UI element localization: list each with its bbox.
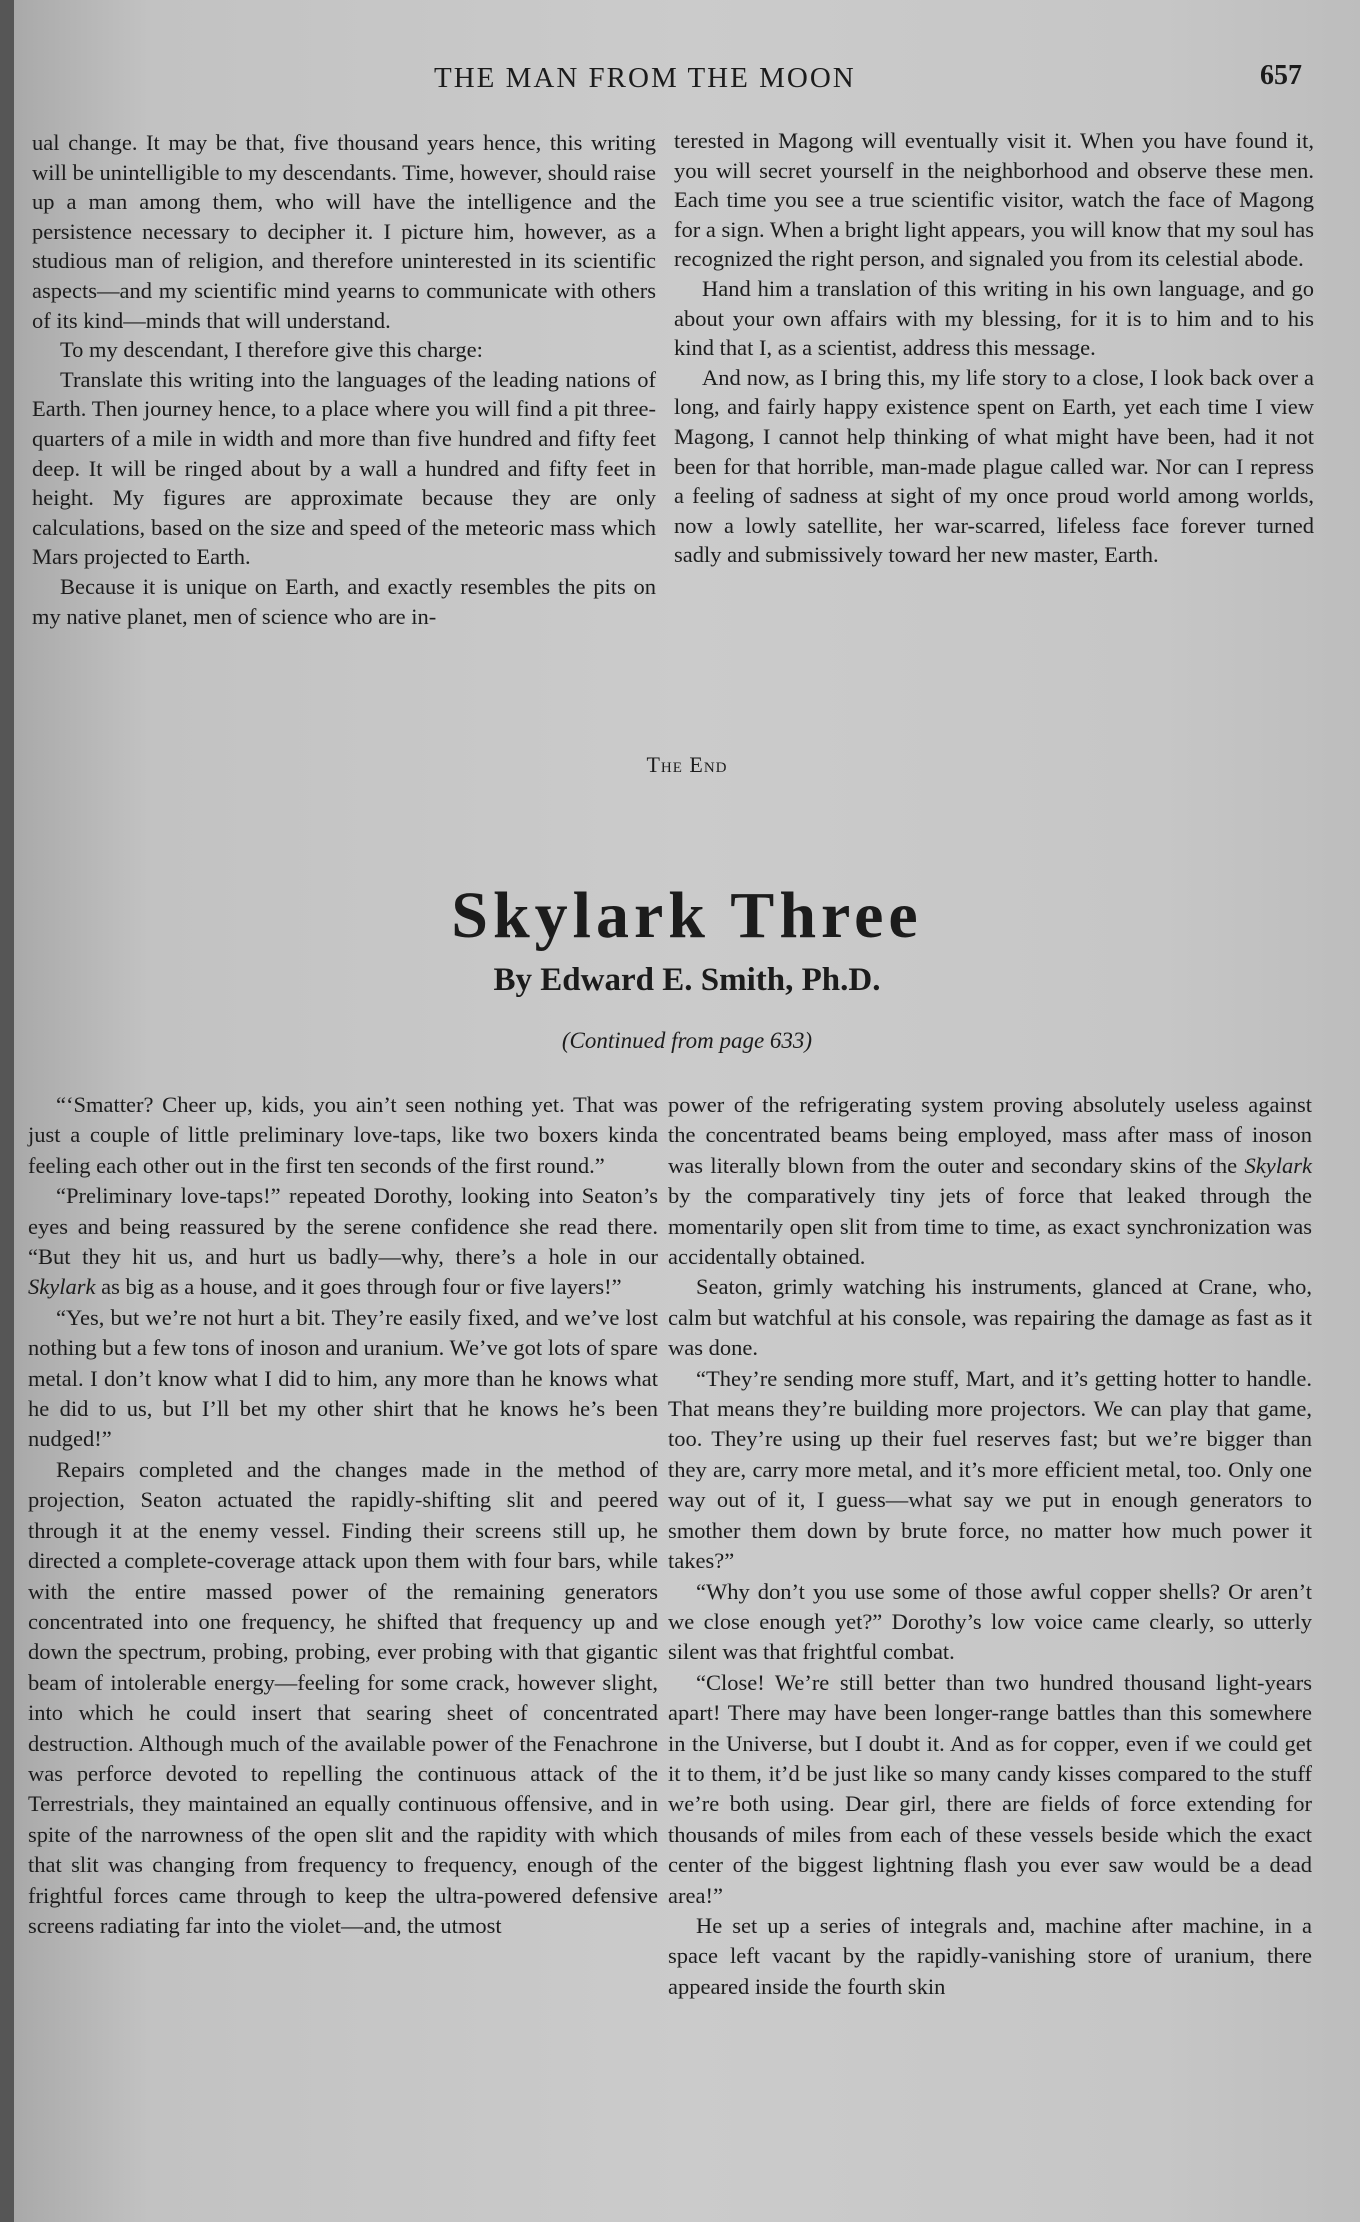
paragraph: ual change. It may be that, five thousand years hence, this writing will be unintelligible to my descendants. Time, however, should raise up a man among them, who will have the intelligence and the persistence necessary to decipher it. I picture him, however, as a studious man of religion, and therefore uninterested in its scientific aspects—and my scientific mind yearns to communicate with others of its kind—minds that will understand. — [32, 130, 657, 333]
paragraph: Translate this writing into the languages of the leading nations of Earth. Then journey hence, to a place where you will find a pit three-quarters of a mile in width and more than five hundred and fifty feet deep. It will be ringed about by a wall a hundred and fifty feet in height. My figures are approximate because they are only calculations, based on the size and speed of the meteoric mass which Mars projected to Earth. — [32, 366, 656, 570]
paragraph: Because it is unique on Earth, and exactly resembles the pits on my native planet, men of science who are in- — [32, 573, 656, 629]
paragraph: To my descendant, I therefore give this charge: — [60, 337, 483, 363]
story-left-column — [28, 1090, 658, 1941]
paragraph: “Why don’t you use some of those awful copper shells? Or aren’t we close enough yet?” Dorothy’s low voice came clearly, so utterly silent was that frightful combat. — [668, 1578, 1312, 1665]
paragraph: He set up a series of integrals and, machine after machine, in a space left vacant by the rapidly-vanishing store of uranium, there appeared inside the fourth skin — [668, 1912, 1312, 1999]
continued-note: (Continued from page 633) — [561, 1028, 813, 1053]
paragraph — [28, 1181, 658, 1303]
paragraph: “Close! We’re still better than two hundred thousand light-years apart! There may have been longer-range battles than this somewhere in the Universe, but I doubt it. And as for copper, even if we could get it to them, it’d be just like so many candy kisses compared to the stuff we’re both using. Dear girl, there are fields of force extending for thousands of miles from each of these vessels beside which the exact center of the biggest lightning flash you ever saw would be a dead area!” — [668, 1669, 1312, 1908]
running-head: THE MAN FROM THE MOON — [434, 62, 856, 94]
paragraph: “Yes, but we’re not hurt a bit. They’re easily fixed, and we’ve lost nothing but a few tons of inoson and uranium. We’ve got lots of spare metal. I don’t know what I did to him, any more than he knows what he did to us, but I’ll bet my other shirt that he knows he’s been nudged!” — [28, 1304, 658, 1452]
story-right-column — [668, 1090, 1312, 2002]
byline: By Edward E. Smith, Ph.D. — [493, 962, 881, 998]
paragraph: Hand him a translation of this writing in his own language, and go about your own affairs with my blessing, for it is to him and to his kind that I, as a scientist, address this message. — [674, 275, 1314, 361]
story-title: Skylark Three — [451, 879, 923, 952]
page-number: 657 — [1260, 60, 1302, 91]
magazine-page — [14, 0, 1360, 2222]
paragraph — [668, 1090, 1312, 1272]
paragraph: Seaton, grimly watching his instruments, glanced at Crane, who, calm but watchful at his console, was repairing the damage as fast as it was done. — [668, 1274, 1312, 1361]
text-run: as big as a house, and it goes through four or five layers!” — [95, 1274, 622, 1300]
text-run: power of the refrigerating system proving absolutely useless against the concentrated beams being employed, mass after mass of inoson was literally blown from the outer and secondary skins of the — [668, 1092, 1312, 1178]
text-run: by the comparatively tiny jets of force that leaked through the momentarily open slit from time to time, as exact synchronization was accidentally obtained. — [668, 1183, 1312, 1270]
text-run: “Preliminary love-taps!” repeated Dorothy, looking into Seaton’s eyes and being reassured by the serene confidence she read there. “But they hit us, and hurt us badly—why, there’s a hole in our — [28, 1183, 658, 1270]
ship-name: Skylark — [28, 1274, 96, 1300]
paragraph: And now, as I bring this, my life story to a close, I look back over a long, and fairly happy existence spent on Earth, yet each time I view Magong, I cannot help thinking of what might have been, had it not been for that horrible, man-made plague called war. Nor can I repress a feeling of sadness at sight of my once proud world among worlds, now a lowly satellite, her war-scarred, lifeless face forever turned sadly and submissively toward her new master, Earth. — [674, 364, 1314, 568]
paragraph: terested in Magong will eventually visit it. When you have found it, you will secret yourself in the neighborhood and observe these men. Each time you see a true scientific visitor, watch the face of Magong for a sign. When a bright light appears, you will know that my soul has recognized the right person, and signaled you from its celestial abode. — [674, 128, 1314, 272]
paragraph: Repairs completed and the changes made in the method of projection, Seaton actuated the rapidly-shifting slit and peered through it at the enemy vessel. Finding their screens still up, he directed a complete-coverage attack upon them with four bars, while with the entire massed power of the remaining generators concentrated into one frequency, he shifted that frequency up and down the spectrum, probing, probing, ever probing with that gigantic beam of intolerable energy—feeling for some crack, however slight, into which he could insert that searing sheet of concentrated destruction. Although much of the available power of the Fenachrone was perforce devoted to repelling the continuous attack of the Terrestrials, they maintained an equally continuous offensive, and in spite of the narrowness of the open slit and the rapidity with which that slit was changing from frequency to frequency, enough of the frightful forces came through to keep the ultra-powered defensive screens radiating far into the violet—and, the utmost — [28, 1456, 658, 1938]
prev-story-right-column — [674, 126, 1314, 570]
paragraph: “They’re sending more stuff, Mart, and it’s getting hotter to handle. That means they’re building more projectors. We can play that game, too. They’re using up their fuel reserves fast; but we’re bigger than they are, carry more metal, and it’s more efficient metal, too. Only one way out of it, I guess—what say we put in enough generators to smother them down by brute force, no matter how much power it takes?” — [668, 1365, 1312, 1574]
end-marker: The End — [646, 752, 728, 777]
ship-name: Skylark — [1244, 1152, 1312, 1178]
prev-story-left-column — [32, 128, 656, 631]
paragraph: “‘Smatter? Cheer up, kids, you ain’t seen nothing yet. That was just a couple of little preliminary love-taps, like two boxers kinda feeling each other out in the first ten seconds of the first round.” — [28, 1092, 658, 1178]
